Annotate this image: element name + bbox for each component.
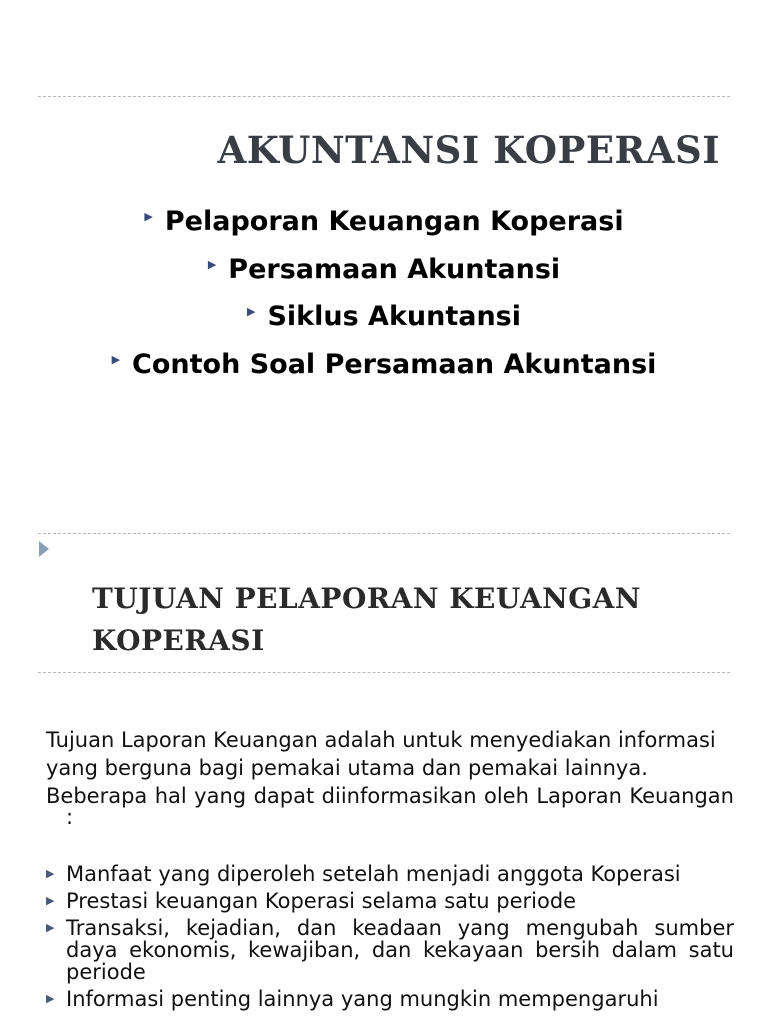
list-item — [46, 917, 734, 983]
list-item-label: Contoh Soal Persamaan Akuntansi — [132, 348, 657, 380]
triangle-bullet-icon: ▶ — [46, 867, 55, 880]
list-item-label: Siklus Akuntansi — [267, 301, 522, 332]
slide-title: AKUNTANSI KOPERASI — [217, 128, 720, 172]
slide-marker-icon — [39, 541, 49, 557]
section-title — [92, 578, 732, 662]
slide-body — [46, 730, 734, 1015]
list-item — [46, 988, 734, 1010]
list-item — [0, 244, 768, 292]
triangle-bullet-icon: ▶ — [46, 894, 55, 907]
list-item-label: Transaksi, kejadian, dan keadaan yang mengubah sumber daya ekonomis, kewajiban, dan kekayaan bersih dalam satu periode — [66, 916, 734, 984]
info-list — [46, 863, 734, 1010]
list-item-label: Prestasi keuangan Koperasi selama satu periode — [66, 889, 577, 913]
triangle-bullet-icon: ▶ — [111, 352, 121, 366]
triangle-bullet-icon: ▶ — [246, 305, 256, 318]
body-paragraph: Beberapa hal yang dapat diinformasikan oleh Laporan Keuangan : — [46, 784, 734, 829]
slide-separator — [38, 533, 730, 534]
list-item — [0, 339, 768, 387]
triangle-bullet-icon: ▶ — [207, 257, 217, 271]
list-item — [0, 196, 768, 244]
list-item-label: Informasi penting lainnya yang mungkin mempengaruhi — [66, 987, 659, 1011]
triangle-bullet-icon: ▶ — [46, 992, 55, 1005]
list-item-label: Manfaat yang diperoleh setelah menjadi anggota Koperasi — [66, 862, 681, 886]
list-item — [46, 890, 734, 912]
body-paragraph: Tujuan Laporan Keuangan adalah untuk menyediakan informasi — [46, 728, 716, 752]
body-paragraph: yang berguna bagi pemakai utama dan pemakai lainnya. — [46, 756, 648, 780]
list-item-label: Pelaporan Keuangan Koperasi — [164, 206, 624, 237]
top-divider — [38, 96, 730, 97]
list-item — [0, 291, 768, 339]
title-divider — [38, 672, 730, 673]
section-title-line: TUJUAN PELAPORAN KEUANGAN — [92, 582, 641, 615]
triangle-bullet-icon: ▶ — [46, 921, 55, 934]
list-item-label: Persamaan Akuntansi — [228, 253, 561, 285]
list-item — [46, 863, 734, 885]
section-title-line: KOPERASI — [92, 624, 265, 657]
triangle-bullet-icon: ▶ — [144, 210, 153, 223]
topic-list — [0, 196, 768, 386]
